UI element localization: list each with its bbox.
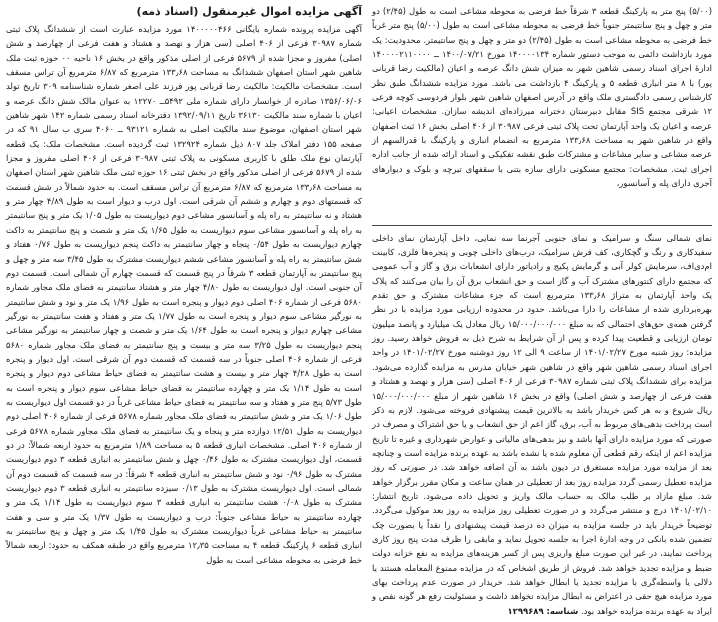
notice-right-body: آگهی مزایده پرونده شماره بایگانی ۱۴۰۰۰۰۰۴۶۶ مورد مزایده عبارت است از ششدانگ پلاک ثبتی شماره ۳۰۹۸۷ فرعی از ۴۰۶ اصلی (سی هزار و نهصد و هشتاد و هفت فرعی از چهارصد و شش اصلی) مفروز و مجزا شده از ۵۶۷۹ فرعی از اصلی مذکور واقع در بخش ۱۶ ناحیه ۰۰ حوزه ثبت ملک شاهین شهر استان اصفهان ششدانگ به مساحت ۱۳۳٫۶۸ مترمربع که ۶/۸۷ مترمربع آن تراس مسقف است. مشخصات مالکیت: مالکیت رضا قربانی پور فرزند علی اصغر شماره شناسنامه ۳۰۹ تاریخ تولد ۱۳۵۶/۰۶/۰۶ صادره از خوانسار دارای شماره ملی ۵۴۹۲ــ ۱۲۲۷۰ به عنوان مالک شش دانگ عرصه و اعیان با شماره سند مالکیت ۳۶۱۳۰ تاریخ ۱۳۹۲/۰۹/۱۱ دفترخانه اسناد رسمی شماره ۱۴۲ شهر شاهین شهر استان اصفهان، موضوع سند مالکیت اصلی به شماره ۹۳۱۲۱ ــ ۴۰۶۰ سری ب سال ۹۱ که در صفحه ۱۵۵ دفتر املاک جلد ۸۰۷ ذیل شماره ۱۳۲۹۲۴ ثبت گردیده است. مشخصات ملک: یک قطعه آپارتمان نوع ملک طلق با کاربری مسکونی به پلاک ثبتی ۳۰۹۸۷ فرعی از ۴۰۶ اصلی مفروز و مجزا شده از ۵۶۷۹ فرعی از اصلی مذکور واقع در بخش ثبتی ۱۶ حوزه ثبتی ملک شاهین شهر استان اصفهان به مساحت ۱۳۳٫۶۸ مترمربع که ۶/۸۷ مترمربع آن تراس مسقف است. به حدود شمالاً در شش قسمت که قسمتهای دوم و چهارم و ششم آن شرقی است. اول درب و دیوار است به طول ۴/۸۹ چهار متر و هشتاد و نه سانتیمتر به راه پله و آسانسور مشاعی دوم دیواریست به طول ۱/۰۵ یک متر و پنج سانتیمتر به راه پله و آسانسور مشاعی سوم دیواریست به طول ۱/۶۵ یک متر و شصت و پنج سانتیمتر به داکت چهارم دیواریست به طول ۰/۵۴ پنجاه و چهار سانتیمتر به داکت پنجم دیواریست به طول ۰/۷۶ هفتاد و شش سانتیمتر به راه پله و آسانسور مشاعی ششم دیواریست مشترک به طول ۳/۴۵ سه متر و چهل و پنج سانتیمتر به آپارتمان قطعه ۳ شرقاً در پنج قسمت که قسمت چهارم آن شمالی است. قسمت دوم آن جنوبی است. اول دیواریست به طول ۴/۸۰ چهار متر و هشتاد سانتیمتر به فضای ملک مجاور شماره ۵۶۸۰ فرعی از شماره ۴۰۶ اصلی دوم دیوار و پنجره است به طول ۱/۹۶ یک متر و نود و شش سانتیمتر به نورگیر مشاعی سوم دیوار و پنجره است به طول ۱/۷۷ یک متر و هفتاد و هفت سانتیمتر به نورگیر مشاعی چهارم دیوار و پنجره است به طول ۱/۶۴ یک متر و شصت و چهار سانتیمتر به نورگیر مشاعی پنجم دیواریست به طول ۳/۲۵ سه متر و بیست و پنج سانتیمتر به فضای ملک مجاور شماره ۵۶۸۰ فرعی از شماره ۴۰۶ اصلی جنوباً در سه قسمت که قسمت دوم آن شرقی است. اول دیوار و پنجره است به طول ۴/۲۸ چهار متر و بیست و هشت سانتیمتر به فضای حیاط مشاعی دوم دیوار و پنجره است به طول ۱/۱۴ یک متر و چهارده سانتیمتر به فضای حیاط مشاعی سوم دیوار و پنجره است به طول ۵/۷۳ پنج متر و هفتاد و سه سانتیمتر به فضای حیاط مشاعی غرباً در دو قسمت اول دیواریست به طول ۱/۰۶ یک متر و شش سانتیمتر به فضای ملک مجاور شماره ۵۶۷۸ فرعی از شماره ۴۰۶ اصلی دوم دیواریست به طول ۱۲/۵۱ دوازده متر و پنجاه و یک سانتیمتر به فضای ملک مجاور شماره ۵۶۷۸ فرعی از شماره ۴۰۶ اصلی. مشخصات انباری قطعه ۵ به مساحت ۱/۸۹ مترمربع به حدود اربعه شمالاً: در دو قسمت، اول دیواریست مشترک به طول ۰/۴۶ چهل و شش سانتیمتر به انباری قطعه ۳ دوم دیواریست مشترک به طول ۰/۹۶ نود و شش سانتیمتر به انباری قطعه ۴ شرقاً: در سه قسمت که قسمت دوم آن شمالی است. اول دیواریست مشترک به طول ۰/۱۳ سیزده سانتیمتر به انباری قطعه ۳ دوم دیواریست مشترک به طول ۰/۰۸ هشت سانتیمتر به انباری قطعه ۳ سوم دیواریست به طول ۱/۱۴ یک متر و چهارده سانتیمتر به حیاط مشاعی جنوباً: درب و دیواریست به طول ۱/۳۷ یک متر و سی و هفت سانتیمتر به حیاط مشاعی غرباً دیواریست مشترک به طول ۱/۴۵ یک متر و چهل و پنج سانتیمتر به انباری قطعه ۶ پارکینگ قطعه ۴ به مساحت ۱۲٫۳۵ مترمربع واقع در طبقه همکف به حدود: اربعه شمالاً خط فرضی به محوطه مشاعی است به طول [6,24,363,565]
notice-title: آگهی مزایده اموال غیرمنقول (اسناد ذمه) [136,5,362,18]
notice-right-column [6,4,362,618]
notice-left-column [372,4,712,618]
notice-left-lower-body: نمای شمالی سنگ و سرامیک و نمای جنوبی آجرنما سه نمایی، داخل آپارتمان نمای داخلی سفیدکاری و رنگ و گچکاری، کف فرش سرامیک، درب‌های داخلی چوبی و پنجره‌ها فلزی، کابینت ام‌دی‌اف، سرمایش کولر آبی و گرمایش پکیج و رادیاتور دارای انشعابات برق و گاز و آب عمومی که مجتمع دارای کنتورهای مشترک آب و گاز است و حق انشعاب برق آن را بیان می‌کنند که پلاک یک واحد آپارتمان به متراژ ۱۳۳٫۶۸ مترمربع است که جزء مشاعات مشترک و حق تقدم بهره‌برداری شده از مشاعات را دارا می‌باشد. حدود در محدوده ارزیابی مورد مزایده با در نظر گرفتن همه‌ی حق‌های احتمالی که به مبلغ ۱۵/۰۰۰/۰۰۰/۰۰۰ ریال معادل یک میلیارد و پانصد میلیون تومان ارزیابی و قطعیت پیدا کرده و پس از آن شرایط به شرح ذیل به فروش خواهد رسید. روز مزایده: روز شنبه مورخ ۱۴۰۱/۰۲/۲۷ از ساعت ۹ الی ۱۲ روز دوشنبه مورخ ۱۴۰۱/۰۲/۲۷ در واحد اجرای اسناد رسمی شاهین شهر واقع در شاهین شهر خیابان مدرس به مزایده گذارده می‌شود. مزایده برای ششدانگ پلاک ثبتی شماره ۳۰۹۸۷ فرعی از ۴۰۶ اصلی (سی هزار و نهصد و هشتاد و هفت فرعی از چهارصد و شش اصلی) واقع در بخش ۱۶ شاهین شهر از مبلغ ۱۵/۰۰۰/۰۰۰/۰۰۰ ریال شروع و به هر کس خریدار باشد به بالاترین قیمت پیشنهادی فروخته می‌شود. لازم به ذکر است پرداخت بدهی‌های مربوط به آب، برق، گاز اعم از حق انشعاب و یا حق اشتراک و مصرف در صورتی که مورد مزایده دارای آنها باشد و نیز بدهی‌های مالیاتی و عوارض شهرداری و غیره تا تاریخ مزایده اعم از اینکه رقم قطعی آن معلوم شده یا نشده باشد به عهده برنده مزایده است و چنانچه بعد از مزایده مورد مزایده مستغرق در دیون باشد به آن اضافه خواهد شد. در صورتی که روز مزایده تعطیل رسمی گردد مزایده روز بعد از تعطیلی در همان ساعت و مکان مقرر برگزار خواهد شد. مبلغ مازاد بر طلب مالک به حساب مالک واریز و تحویل داده می‌شود. تاریخ انتشار: ۱۴۰۱/۰۲/۱۰ درج و منتشر می‌گردد و در صورت تعطیلی روز مزایده به روز بعد موکول می‌گردد. توضیحاً خریدار باید در جلسه مزایده به میزان ده درصد قیمت پیشنهادی را نقداً یا بصورت چک تضمین شده بانکی در وجه ادارهٔ اجرا به جلسه تحویل نماید و مابقی را ظرف مدت پنج روز کاری پرداخت نمایند، در غیر این صورت مبلغ واریزی پس از کسر هزینه‌های مزایده به نفع خزانه دولت ضبط و مزایده تجدید خواهد شد. فروش از طریق اشخاص که در مزایده ممنوع المعامله هستند یا دلالی یا واسطه‌گری با مزایده تجدید یا ابطال خواهد شد. خریدار در صورت عدم پرداخت بهای مورد مزایده هیچ حقی در اعتراض به ابطال مزایده نخواهد داشت و مسئولیت رفع هر گونه نقص و ایراد به عهده برنده مزایده خواهد بود. [372,232,713,616]
notice-left-upper-body: (۵/۰۰) پنج متر به پارکینگ قطعه ۳ شرقاً خط فرضی به محوطه مشاعی است به طول (۲/۴۵) دو متر و چهل و پنج سانتیمتر جنوباً خط فرضی به محوطه مشاعی است به طول (۵/۰۰) پنج متر غرباً خط فرضی به محوطه مشاعی است به طول (۲/۴۵) دو متر و چهل و پنج سانتیمتر. محدودیت: یک مورد بازداشت دائمی به موجب دستور شماره ۱۴۰۰۰۰۱۳۴ مورخ ۱۴۰۰/۰۷/۲۱ ــ ۱۴۰۰۰۰۲۱۱۰۰۰۰ ادارهٔ اجرای اسناد رسمی شاهین شهر به میزان شش دانگ عرصه و اعیان (مالکیت رضا قربانی پور) با ۸ متر انباری قطعه ۵ و پارکینگ ۴ بازداشت می باشد. مورد مزایده ششدانگ طبق نظر کارشناس رسمی دادگستری ملک واقع در آدرس اصفهان شاهین شهر بلوار فردوسی کوچه فرعی ۱۲ شرقی مجتمع SIS مقابل دبیرستان دخترانه میرزاده‌ای اندیشه سازان. مشخصات اعیانی: عرصه و اعیان یک واحد آپارتمان تحت پلاک ثبتی فرعی ۳۰۹۸۷ از ۴۰۶ اصلی بخش ۱۶ ثبت اصفهان واقع در شاهین شهر به مساحت ۱۳۳٫۶۸ مترمربع به انضمام انباری و پارکینگ با قدرالسهم از عرصه مشاعی و سایر مشاعات و مشترکات طبق نقشه تفکیکی و اسناد ارائه شده از جانب اداره اجرای ثبت. مشخصات: مجتمع مسکونی دارای سازه بتنی با سقفهای تیرچه و بلوک و دیوارهای آجری دارای پله و آسانسور، [372,6,713,189]
column-divider [372,225,712,226]
notice-left-lower [372,231,712,618]
notice-left-upper [372,4,712,222]
notice-signature: شناسه: ۱۲۹۹۶۸۹ [507,605,579,616]
